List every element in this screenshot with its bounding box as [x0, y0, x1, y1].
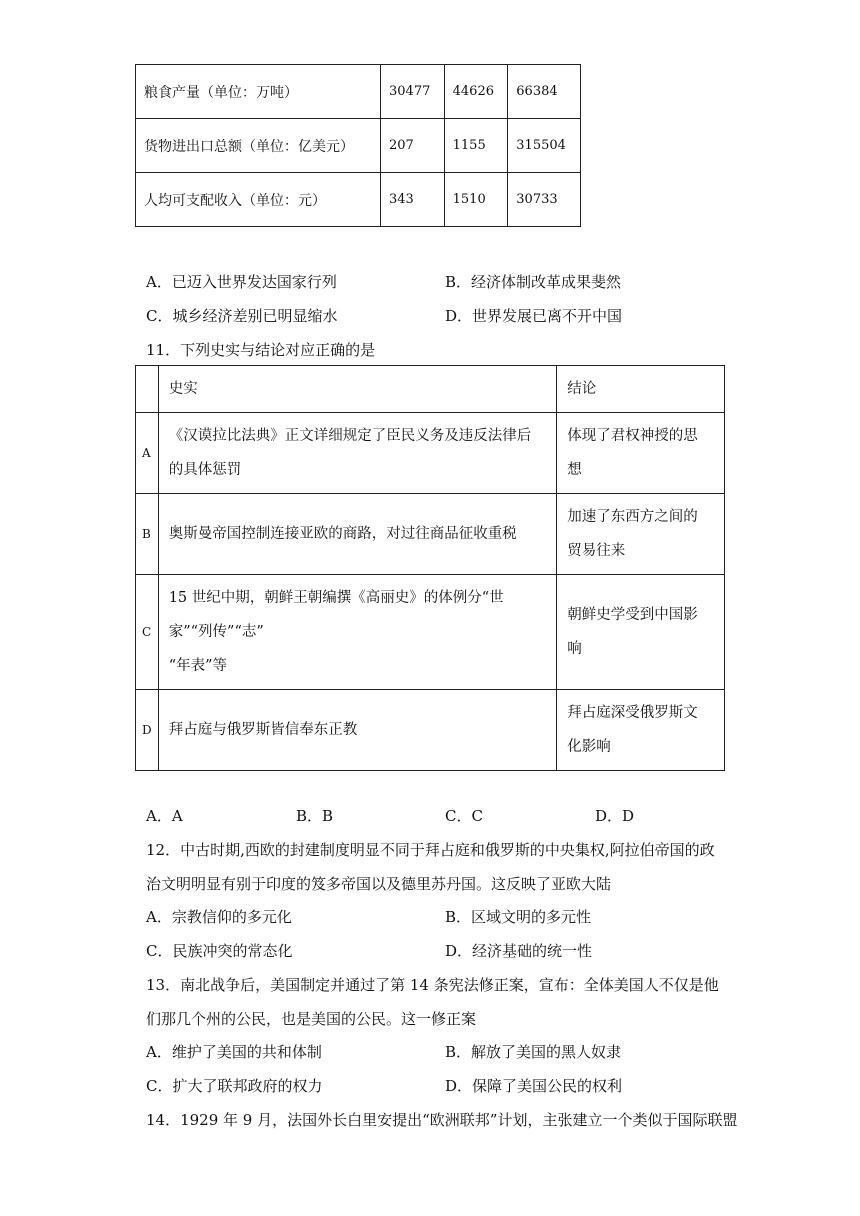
row-label: 粮食产量（单位：万吨）	[136, 65, 381, 119]
conclusion-line: 加速了东西方之间的	[567, 509, 698, 525]
table-header-row	[136, 366, 725, 413]
table-row	[136, 65, 581, 119]
q10-option-c[interactable]: C．城乡经济差别已明显缩水	[146, 307, 338, 325]
q12-option-b[interactable]: B．区域文明的多元性	[445, 908, 592, 926]
q13-stem-line-2: 们那几个州的公民，也是美国的公民。这一修正案	[146, 1010, 477, 1028]
conclusion-line: 化影响	[567, 739, 611, 755]
value-cell: 315504	[508, 119, 581, 173]
q13-option-a[interactable]: A．维护了美国的共和体制	[146, 1043, 322, 1061]
fact-line: “年表”等	[168, 658, 228, 674]
value-cell: 1155	[444, 119, 508, 173]
q12-stem-line-1: 12．中古时期,西欧的封建制度明显不同于拜占庭和俄罗斯的中央集权,阿拉伯帝国的政	[146, 841, 715, 859]
q13-option-d[interactable]: D．保障了美国公民的权利	[445, 1077, 623, 1095]
value-cell: 343	[381, 173, 445, 227]
conclusion-cell	[557, 575, 725, 690]
q12-stem-line-2: 治文明明显有别于印度的笈多帝国以及德里苏丹国。这反映了亚欧大陆	[146, 875, 612, 893]
header-fact: 史实	[158, 366, 557, 413]
table-row	[136, 119, 581, 173]
fact-cell	[158, 575, 557, 690]
table-row	[136, 173, 581, 227]
q13-stem-line-1: 13．南北战争后，美国制定并通过了第 14 条宪法修正案，宣布：全体美国人不仅是他	[146, 976, 719, 994]
table-row	[136, 575, 725, 690]
q12-option-c[interactable]: C．民族冲突的常态化	[146, 942, 293, 960]
header-blank-cell	[136, 366, 159, 413]
q10-option-d[interactable]: D．世界发展已离不开中国	[445, 307, 623, 325]
q11-stem: 11．下列史实与结论对应正确的是	[146, 341, 376, 359]
fact-line: 拜占庭与俄罗斯皆信奉东正教	[168, 722, 358, 738]
row-letter: D	[136, 690, 159, 771]
row-letter: A	[136, 413, 159, 494]
conclusion-line: 体现了君权神授的思	[567, 428, 698, 444]
conclusion-cell	[557, 413, 725, 494]
q12-option-d[interactable]: D．经济基础的统一性	[445, 942, 593, 960]
row-label: 人均可支配收入（单位：元）	[136, 173, 381, 227]
value-cell: 207	[381, 119, 445, 173]
row-label: 货物进出口总额（单位：亿美元）	[136, 119, 381, 173]
q13-option-c[interactable]: C．扩大了联邦政府的权力	[146, 1077, 323, 1095]
conclusion-line: 贸易往来	[567, 543, 626, 559]
header-conclusion: 结论	[557, 366, 725, 413]
fact-cell	[158, 494, 557, 575]
conclusion-line: 朝鲜史学受到中国影	[567, 607, 698, 623]
fact-line: 奥斯曼帝国控制连接亚欧的商路，对过往商品征收重税	[168, 526, 517, 542]
q11-option-d[interactable]: D．D	[595, 807, 635, 825]
history-facts-table	[135, 365, 725, 771]
q12-option-a[interactable]: A．宗教信仰的多元化	[146, 908, 292, 926]
fact-line: 《汉谟拉比法典》正文详细规定了臣民义务及违反法律后	[168, 428, 532, 444]
conclusion-line: 拜占庭深受俄罗斯文	[567, 705, 698, 721]
q11-option-b[interactable]: B．B	[296, 807, 334, 825]
value-cell: 30477	[381, 65, 445, 119]
q14-stem-line-1: 14．1929 年 9 月，法国外长白里安提出“欧洲联邦”计划，主张建立一个类似于国际联盟	[146, 1111, 738, 1129]
q13-option-b[interactable]: B．解放了美国的黑人奴隶	[445, 1043, 622, 1061]
fact-cell	[158, 413, 557, 494]
value-cell: 66384	[508, 65, 581, 119]
q10-option-a[interactable]: A．已迈入世界发达国家行列	[146, 273, 337, 291]
conclusion-line: 想	[567, 462, 582, 478]
fact-line: 家”“列传”“志”	[168, 624, 264, 640]
value-cell: 44626	[444, 65, 508, 119]
table-row	[136, 413, 725, 494]
conclusion-cell	[557, 494, 725, 575]
fact-line: 15 世纪中期，朝鲜王朝编撰《高丽史》的体例分“世	[168, 590, 504, 606]
table-row	[136, 690, 725, 771]
value-cell: 1510	[444, 173, 508, 227]
q10-option-b[interactable]: B．经济体制改革成果斐然	[445, 273, 622, 291]
conclusion-cell	[557, 690, 725, 771]
conclusion-line: 响	[567, 641, 582, 657]
statistics-table	[135, 64, 581, 227]
fact-cell	[158, 690, 557, 771]
q11-option-c[interactable]: C．C	[445, 807, 483, 825]
row-letter: C	[136, 575, 159, 690]
fact-line: 的具体惩罚	[168, 462, 242, 478]
row-letter: B	[136, 494, 159, 575]
table-row	[136, 494, 725, 575]
q11-option-a[interactable]: A．A	[146, 807, 183, 825]
value-cell: 30733	[508, 173, 581, 227]
